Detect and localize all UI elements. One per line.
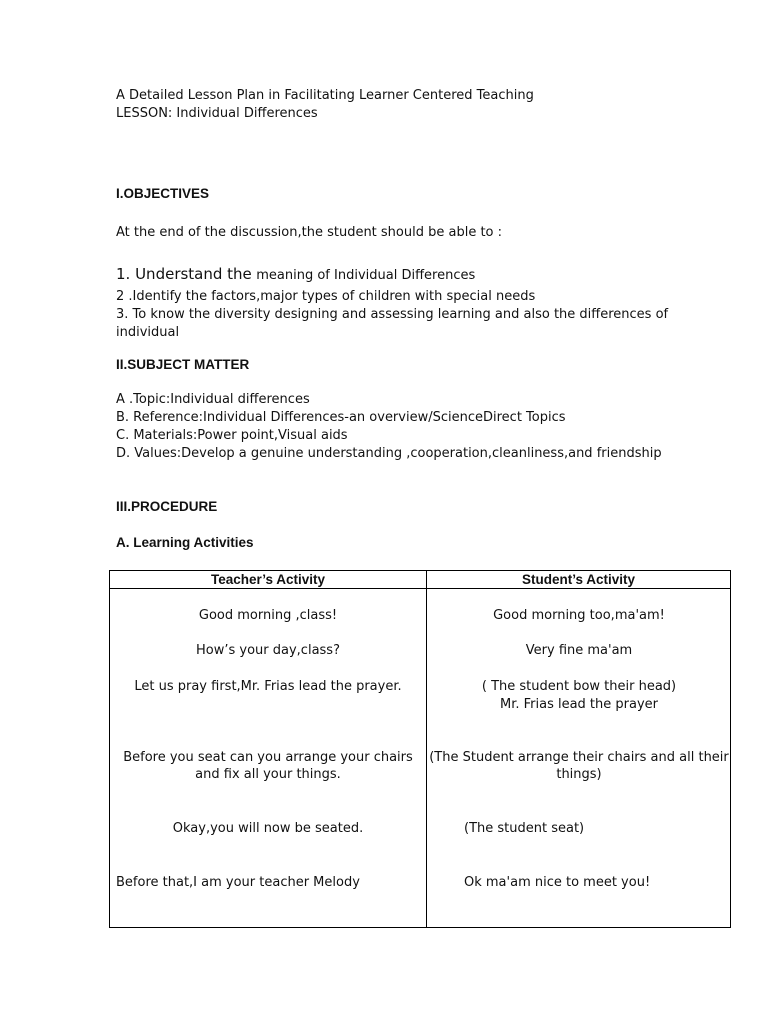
subject-item-reference: B. Reference:Individual Differences-an overview/ScienceDirect Topics	[116, 410, 566, 425]
teacher-line: Before you seat can you arrange your chairs	[123, 750, 413, 765]
teacher-line: Okay,you will now be seated.	[172, 821, 364, 836]
lesson-title: LESSON: Individual Differences	[116, 106, 318, 121]
objective-item-1-lead: 1. Understand the	[116, 265, 252, 283]
teacher-line: Let us pray first,Mr. Frias lead the prayer.	[134, 679, 402, 694]
student-line: Ok ma'am nice to meet you!	[464, 875, 651, 890]
objective-item-1-rest: meaning of Individual Differences	[256, 268, 476, 283]
table-row	[110, 589, 731, 928]
student-line: (The Student arrange their chairs and all their	[429, 750, 729, 765]
student-line: Very fine ma'am	[525, 643, 633, 658]
student-line: things)	[556, 767, 602, 782]
objective-item-3: 3. To know the diversity designing and assessing learning and also the differences of individual	[116, 307, 669, 340]
teacher-line: Good morning ,class!	[198, 608, 338, 623]
student-activity-header: Student’s Activity	[427, 571, 731, 589]
objectives-heading: I.OBJECTIVES	[116, 186, 210, 201]
teacher-line: and fix all your things.	[195, 767, 341, 782]
subject-matter-heading: II.SUBJECT MATTER	[116, 357, 250, 372]
activities-table	[109, 570, 731, 928]
subject-item-topic: A .Topic:Individual differences	[116, 392, 310, 407]
teacher-activity-cell	[110, 589, 427, 928]
student-line: Good morning too,ma'am!	[493, 608, 665, 623]
learning-activities-heading: A. Learning Activities	[116, 535, 254, 550]
teacher-line: Before that,I am your teacher Melody	[116, 875, 360, 890]
teacher-activity-header: Teacher’s Activity	[110, 571, 427, 589]
objectives-intro: At the end of the discussion,the student should be able to :	[116, 225, 503, 240]
student-line: ( The student bow their head)	[481, 679, 677, 694]
objective-item-2: 2 .Identify the factors,major types of children with special needs	[116, 289, 536, 304]
student-line: (The student seat)	[464, 821, 585, 836]
table-header-row	[110, 571, 731, 589]
teacher-line: How’s your day,class?	[196, 643, 340, 658]
student-line: Mr. Frias lead the prayer	[499, 697, 659, 712]
objective-item-1	[116, 265, 475, 283]
procedure-heading: III.PROCEDURE	[116, 499, 218, 514]
student-activity-cell	[427, 589, 731, 928]
subject-item-materials: C. Materials:Power point,Visual aids	[116, 428, 348, 443]
document-title: A Detailed Lesson Plan in Facilitating Learner Centered Teaching	[116, 88, 534, 103]
subject-item-values: D. Values:Develop a genuine understanding ,cooperation,cleanliness,and friendship	[116, 446, 662, 461]
